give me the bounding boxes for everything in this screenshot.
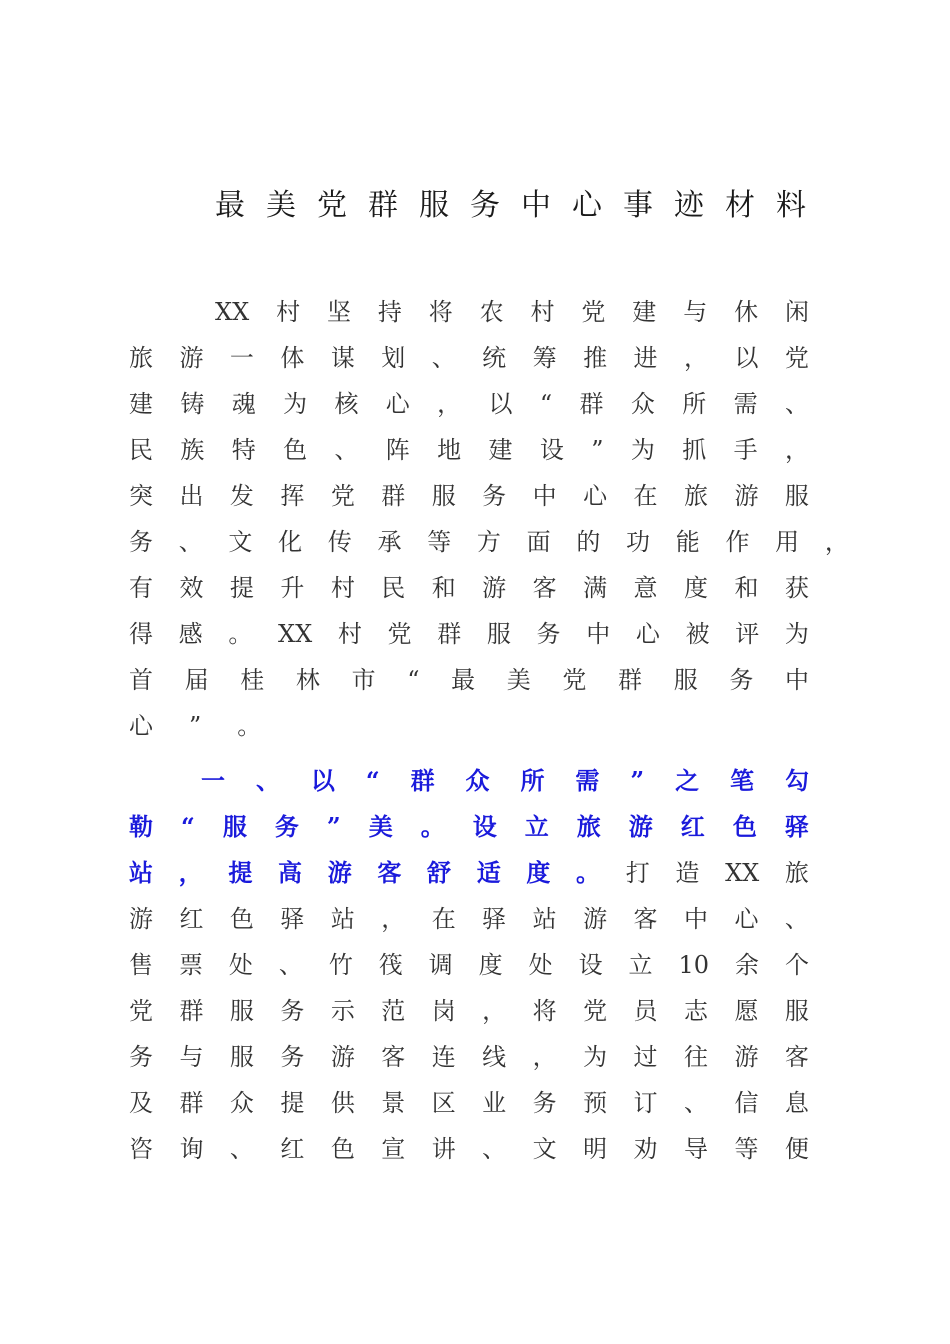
section-heading-line: 站 ， 提 高 游 客 舒 适 度 。 打 造 XX 旅 xyxy=(129,858,809,887)
text-line: 务 、 文 化 传 承 等 方 面 的 功 能 作 用 ， xyxy=(129,528,849,556)
text-line: 突 出 发 挥 党 群 服 务 中 心 在 旅 游 服 xyxy=(129,482,809,510)
text-line: 有 效 提 升 村 民 和 游 客 满 意 度 和 获 xyxy=(129,574,809,602)
text-line: 首 届 桂 林 市 “ 最 美 党 群 服 务 中 xyxy=(129,666,809,694)
section-heading-line: 勒 “ 服 务 ” 美 。 设 立 旅 游 红 色 驿 xyxy=(129,812,809,841)
paragraph-section-one xyxy=(129,758,809,1172)
text-line: 务 与 服 务 游 客 连 线 ， 为 过 往 游 客 xyxy=(129,1043,809,1071)
text-line: 售 票 处 、 竹 筏 调 度 处 设 立 10 余 个 xyxy=(129,951,809,979)
paragraph-intro xyxy=(129,289,849,749)
document-title: 最美党群服务中心事迹材料 xyxy=(215,188,827,223)
text-line: 旅 游 一 体 谋 划 、 统 筹 推 进 ， 以 党 xyxy=(129,344,809,372)
text-line: 民 族 特 色 、 阵 地 建 设 ” 为 抓 手 ， xyxy=(129,436,809,464)
section-heading-line: 一 、 以 “ 群 众 所 需 ” 之 笔 勾 xyxy=(201,766,809,795)
text-line: XX 村 坚 持 将 农 村 党 建 与 休 闲 xyxy=(215,298,809,326)
text-line: 游 红 色 驿 站 ， 在 驿 站 游 客 中 心 、 xyxy=(129,905,809,933)
text-line: 党 群 服 务 示 范 岗 ， 将 党 员 志 愿 服 xyxy=(129,997,809,1025)
text-line: 得 感 。 XX 村 党 群 服 务 中 心 被 评 为 xyxy=(129,620,809,648)
text-line: 心 ” 。 xyxy=(129,712,262,740)
text-line: 建 铸 魂 为 核 心 ， 以 “ 群 众 所 需 、 xyxy=(129,390,809,418)
text-line: 咨 询 、 红 色 宣 讲 、 文 明 劝 导 等 便 xyxy=(129,1135,809,1163)
text-line: 及 群 众 提 供 景 区 业 务 预 订 、 信 息 xyxy=(129,1089,809,1117)
